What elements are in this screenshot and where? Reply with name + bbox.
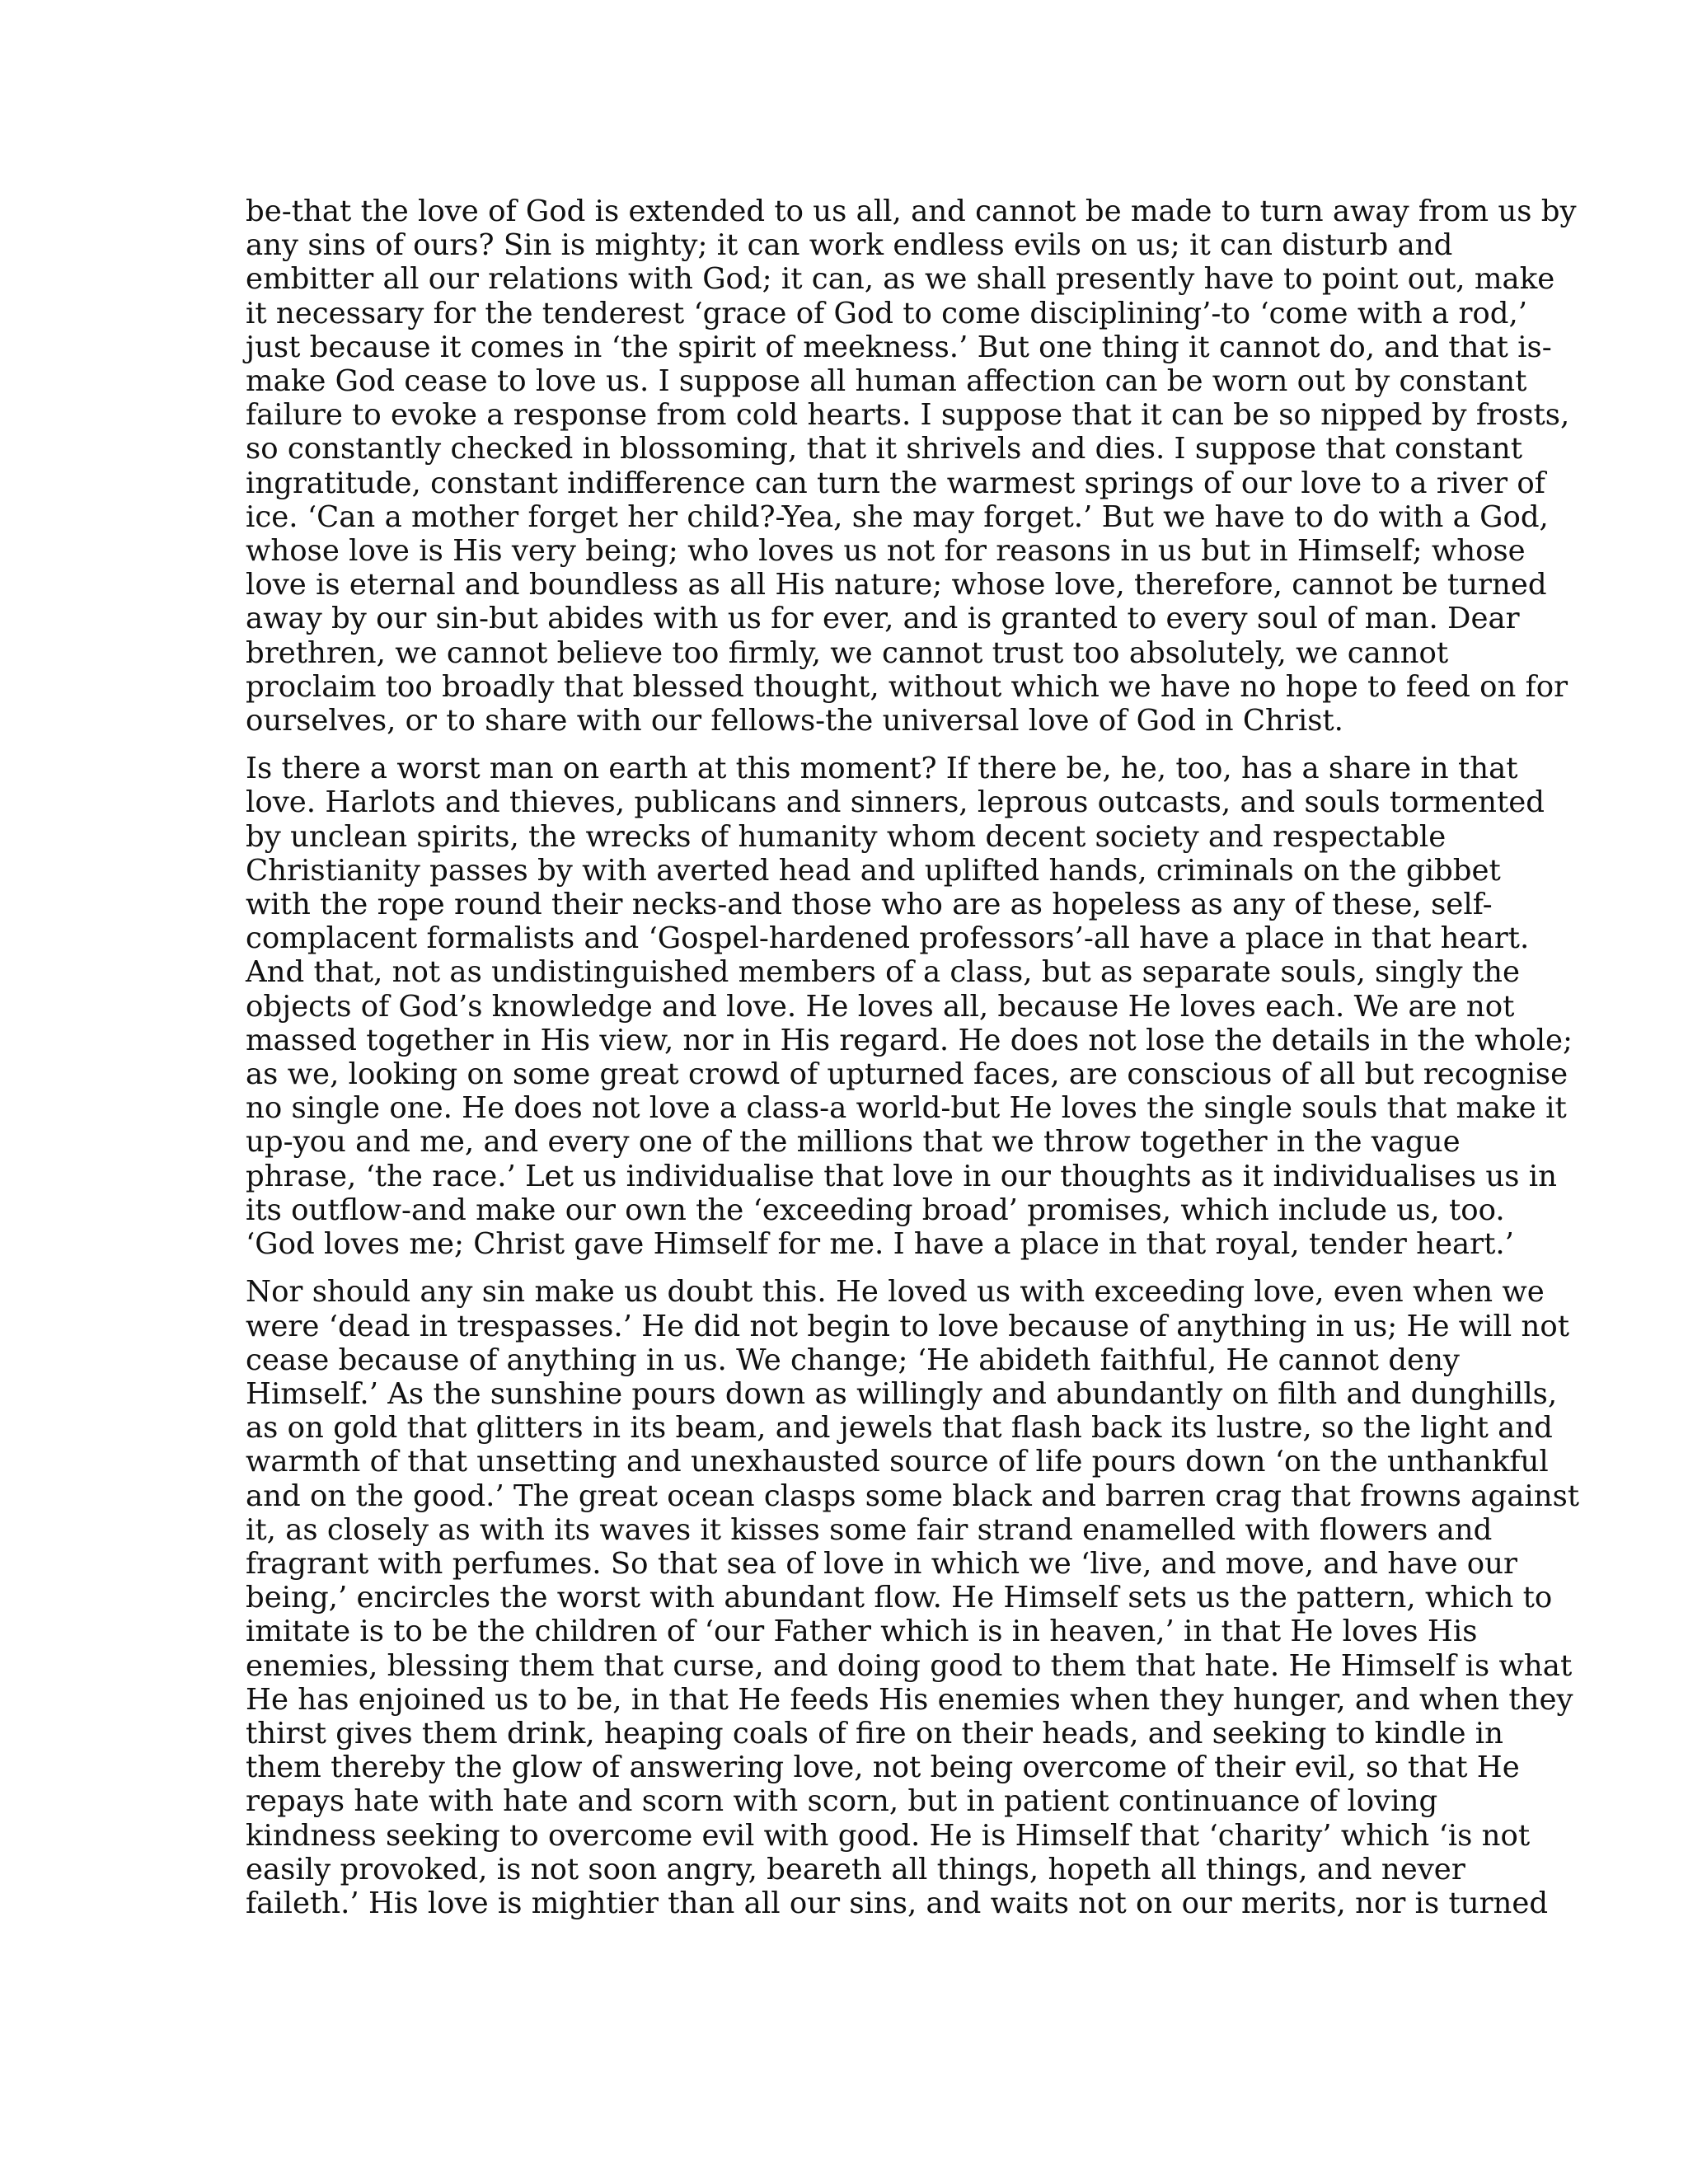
text-line: up-you and me, and every one of the millions that we throw together in the vague: [246, 1125, 1461, 1160]
text-line: And that, not as undistinguished members of a class, but as separate souls, singly the: [246, 955, 1521, 990]
text-line: away by our sin-but abides with us for ever, and is granted to every soul of man. Dear: [246, 602, 1520, 636]
text-line: failure to evoke a response from cold hearts. I suppose that it can be so nipped by frosts,: [246, 398, 1570, 433]
text-line: imitate is to be the children of ‘our Father which is in heaven,’ in that He loves His: [246, 1615, 1478, 1649]
text-line: proclaim too broadly that blessed thought, without which we have no hope to feed on for: [246, 669, 1568, 704]
text-line: and on the good.’ The great ocean clasps some black and barren crag that frowns against: [246, 1479, 1580, 1513]
text-line: were ‘dead in trespasses.’ He did not begin to love because of anything in us; He will not: [246, 1309, 1570, 1343]
paragraph-2: [246, 752, 1573, 1262]
text-line: whose love is His very being; who loves us not for reasons in us but in Himself; whose: [246, 534, 1526, 569]
text-line: objects of God’s knowledge and love. He loves all, because He loves each. We are not: [246, 989, 1515, 1024]
text-line: no single one. He does not love a class-a world-but He loves the single souls that make it: [246, 1091, 1567, 1126]
text-line: brethren, we cannot believe too firmly, we cannot trust too absolutely, we cannot: [246, 635, 1449, 670]
text-line: ‘God loves me; Christ gave Himself for me. I have a place in that royal, tender heart.’: [246, 1227, 1514, 1262]
text-line: as on gold that glitters in its beam, and jewels that flash back its lustre, so the light and: [246, 1411, 1553, 1446]
text-line: ice. ‘Can a mother forget her child?-Yea, she may forget.’ But we have to do with a God,: [246, 499, 1549, 534]
text-line: He has enjoined us to be, in that He feeds His enemies when they hunger, and when they: [246, 1682, 1573, 1717]
text-line: embitter all our relations with God; it can, as we shall presently have to point out, make: [246, 262, 1555, 297]
text-line: complacent formalists and ‘Gospel-hardened professors’-all have a place in that heart.: [246, 921, 1530, 956]
text-line: ourselves, or to share with our fellows-the universal love of God in Christ.: [246, 704, 1343, 738]
text-line: be-that the love of God is extended to us all, and cannot be made to turn away from us by: [246, 194, 1577, 228]
text-line: Nor should any sin make us doubt this. He loved us with exceeding love, even when we: [246, 1275, 1545, 1310]
text-line: massed together in His view, nor in His regard. He does not lose the details in the whole;: [246, 1023, 1573, 1057]
text-line: thirst gives them drink, heaping coals of fire on their heads, and seeking to kindle in: [246, 1716, 1504, 1750]
text-line: its outflow-and make our own the ‘exceeding broad’ promises, which include us, too.: [246, 1193, 1505, 1227]
document-page: [246, 194, 1580, 1934]
text-line: love. Harlots and thieves, publicans and sinners, leprous outcasts, and souls tormented: [246, 785, 1545, 820]
text-line: just because it comes in ‘the spirit of meekness.’ But one thing it cannot do, and that is-: [246, 330, 1552, 364]
paragraph-1: [246, 194, 1577, 738]
text-line: kindness seeking to overcome evil with good. He is Himself that ‘charity’ which ‘is not: [246, 1818, 1531, 1853]
text-line: them thereby the glow of answering love, not being overcome of their evil, so that He: [246, 1750, 1520, 1785]
text-line: cease because of anything in us. We change; ‘He abideth faithful, He cannot deny: [246, 1343, 1460, 1377]
text-line: Christianity passes by with averted head and uplifted hands, criminals on the gibbet: [246, 853, 1501, 888]
text-line: any sins of ours? Sin is mighty; it can work endless evils on us; it can disturb and: [246, 228, 1453, 263]
text-line: Is there a worst man on earth at this moment? If there be, he, too, has a share in that: [246, 752, 1518, 786]
text-line: make God cease to love us. I suppose all human affection can be worn out by constant: [246, 364, 1527, 399]
text-line: easily provoked, is not soon angry, beareth all things, hopeth all things, and never: [246, 1852, 1465, 1886]
text-line: repays hate with hate and scorn with scorn, but in patient continuance of loving: [246, 1784, 1438, 1819]
text-line: so constantly checked in blossoming, that it shrivels and dies. I suppose that constant: [246, 432, 1523, 466]
text-line: faileth.’ His love is mightier than all our sins, and waits not on our merits, nor is turned: [246, 1886, 1549, 1920]
text-line: fragrant with perfumes. So that sea of love in which we ‘live, and move, and have our: [246, 1546, 1518, 1581]
text-line: ingratitude, constant indifference can turn the warmest springs of our love to a river of: [246, 466, 1545, 500]
text-line: it necessary for the tenderest ‘grace of God to come disciplining’-to ‘come with a rod,’: [246, 296, 1528, 330]
text-line: it, as closely as with its waves it kisses some fair strand enamelled with flowers and: [246, 1512, 1493, 1547]
paragraph-3: [246, 1275, 1580, 1920]
text-line: enemies, blessing them that curse, and doing good to them that hate. He Himself is what: [246, 1648, 1573, 1683]
text-line: being,’ encircles the worst with abundant flow. He Himself sets us the pattern, which to: [246, 1581, 1553, 1615]
text-line: Himself.’ As the sunshine pours down as willingly and abundantly on filth and dunghills,: [246, 1376, 1558, 1411]
text-line: as we, looking on some great crowd of upturned faces, are conscious of all but recognise: [246, 1057, 1568, 1092]
text-line: with the rope round their necks-and those who are as hopeless as any of these, self-: [246, 888, 1493, 922]
text-line: phrase, ‘the race.’ Let us individualise that love in our thoughts as it individualises us in: [246, 1159, 1557, 1193]
text-line: love is eternal and boundless as all His nature; whose love, therefore, cannot be turned: [246, 568, 1547, 602]
text-line: by unclean spirits, the wrecks of humanity whom decent society and respectable: [246, 819, 1447, 854]
text-line: warmth of that unsetting and unexhausted source of life pours down ‘on the unthankful: [246, 1445, 1549, 1479]
